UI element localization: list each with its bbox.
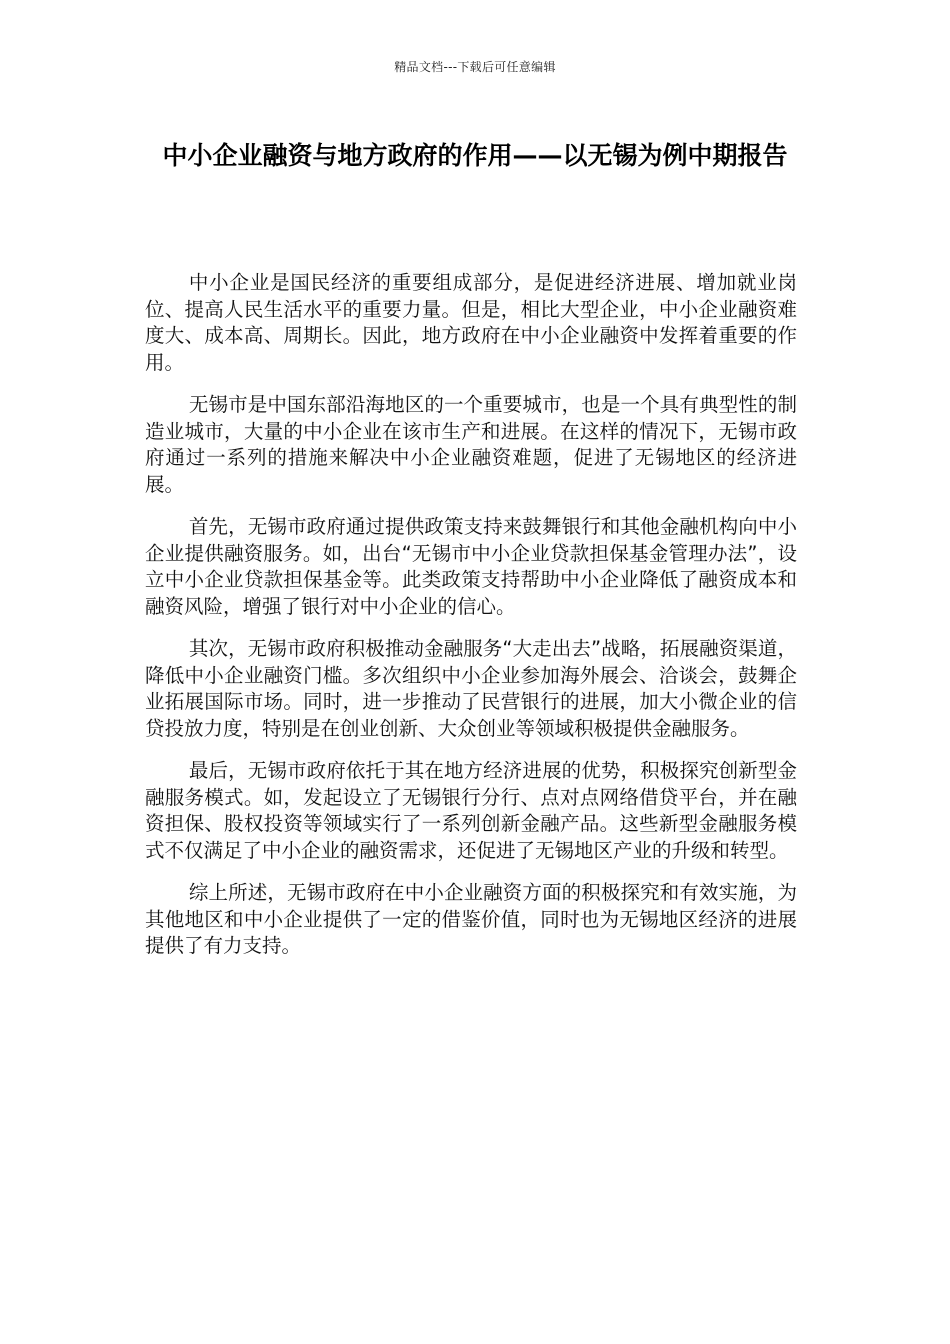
page-header-note: 精品文档---下载后可任意编辑 <box>394 60 556 74</box>
document-body <box>145 270 797 976</box>
paragraph-3: 首先，无锡市政府通过提供政策支持来鼓舞银行和其他金融机构向中小企业提供融资服务。如，出台“无锡市中小企业贷款担保基金管理办法”，设立中小企业贷款担保基金等。此类政策支持帮助中小企业降低了融资成本和融资风险，增强了银行对中小企业的信心。 <box>145 515 797 618</box>
paragraph-4: 其次，无锡市政府积极推动金融服务“大走出去”战略，拓展融资渠道，降低中小企业融资门槛。多次组织中小企业参加海外展会、洽谈会，鼓舞企业拓展国际市场。同时，进一步推动了民营银行的进展，加大小微企业的信贷投放力度，特别是在创业创新、大众创业等领域积极提供金融服务。 <box>145 637 797 740</box>
paragraph-2: 无锡市是中国东部沿海地区的一个重要城市，也是一个具有典型性的制造业城市，大量的中小企业在该市生产和进展。在这样的情况下，无锡市政府通过一系列的措施来解决中小企业融资难题，促进了无锡地区的经济进展。 <box>145 393 797 496</box>
paragraph-5: 最后，无锡市政府依托于其在地方经济进展的优势，积极探究创新型金融服务模式。如，发起设立了无锡银行分行、点对点网络借贷平台，并在融资担保、股权投资等领域实行了一系列创新金融产品。这些新型金融服务模式不仅满足了中小企业的融资需求，还促进了无锡地区产业的升级和转型。 <box>145 759 797 862</box>
paragraph-6: 综上所述，无锡市政府在中小企业融资方面的积极探究和有效实施，为其他地区和中小企业提供了一定的借鉴价值，同时也为无锡地区经济的进展提供了有力支持。 <box>145 881 797 957</box>
paragraph-1: 中小企业是国民经济的重要组成部分，是促进经济进展、增加就业岗位、提高人民生活水平的重要力量。但是，相比大型企业，中小企业融资难度大、成本高、周期长。因此，地方政府在中小企业融资中发挥着重要的作用。 <box>145 271 797 374</box>
document-title: 中小企业融资与地方政府的作用——以无锡为例中期报告 <box>162 141 788 170</box>
